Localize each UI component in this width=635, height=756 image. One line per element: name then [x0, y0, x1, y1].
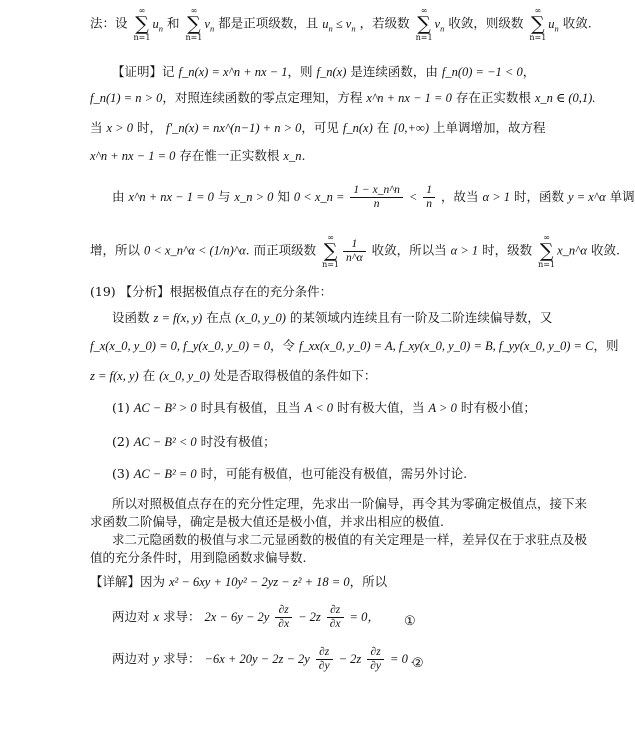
text-line-14 [112, 464, 540, 484]
text: ，故当 [441, 189, 479, 204]
text: ，对照连续函数的零点定理知，方程 [162, 90, 363, 105]
text: 由 [112, 189, 125, 204]
text: 求导： [163, 609, 201, 624]
text-line-12 [112, 398, 540, 418]
text: 时没有极值； [200, 434, 276, 449]
numerator: ∂z [316, 646, 333, 660]
denominator: ∂y [318, 660, 330, 672]
math-expr: x^n + nx − 1 = 0 [128, 190, 214, 204]
math-var: $u_n$ [548, 16, 559, 33]
math-expr: f_n(0) = −1 < 0 [441, 65, 523, 79]
text: 设函数 [112, 310, 150, 325]
math-expr: x > 0 [106, 121, 133, 135]
text: 的某领域内连续且有一阶及二阶连续偏导数，又 [289, 310, 553, 325]
text: 收敛，则级数 [448, 15, 524, 31]
text-line-17 [112, 530, 588, 550]
math-expr: AC − B² > 0 [133, 401, 197, 415]
text: 时，级数 [482, 242, 533, 258]
text: ，则 [593, 338, 619, 353]
math-var: x [153, 610, 160, 624]
math-expr: AC − B² = 0 [133, 467, 197, 481]
denominator: ∂y [370, 660, 382, 672]
numerator: 1 [423, 184, 435, 198]
math-expr: = 0 . [390, 652, 415, 666]
math-expr: 2x − 6y − 2y [204, 610, 270, 624]
math-expr: 0 < x_n^α < (1/n)^α [144, 243, 246, 258]
text: 在 [142, 368, 156, 383]
math-expr: z = f(x, y) [153, 311, 203, 325]
text: 时， [136, 120, 162, 135]
math-expr: (x_0, y_0) [159, 369, 210, 383]
text: 【详解】因为 [90, 574, 166, 589]
text: (19) 【分析】根据极值点存在的充分条件： [90, 284, 333, 299]
text: ，令 [270, 338, 296, 353]
math-op: < [408, 190, 418, 204]
math-expr: f_n(x) = x^n + nx − 1 [178, 65, 288, 79]
text-line-19 [90, 572, 540, 592]
text-line-13 [112, 432, 540, 452]
math-expr: f_xx(x_0, y_0) = A, f_xy(x_0, y_0) = B, f_yy(x_0, y_0) = C [299, 339, 594, 353]
text: 与 [217, 189, 231, 204]
text-line-6 [112, 184, 635, 211]
math-expr: −6x + 20y − 2z − 2y [204, 652, 310, 666]
text: ， [522, 64, 536, 79]
text: 值的充分条件时，用到隐函数求偏导数. [90, 550, 307, 565]
text-line-4 [90, 118, 546, 138]
text: 收敛，所以当 [371, 242, 447, 258]
text: ，若级数 [359, 15, 410, 31]
text: 时，可能有极值，也可能没有极值，需另外讨论. [200, 466, 468, 481]
fraction [316, 646, 333, 673]
text: 单调 [609, 189, 635, 204]
text: 法：设 [90, 15, 128, 31]
math-expr: x^n + nx − 1 = 0 [90, 149, 176, 163]
sum-symbol: ∞ ∑ n=1 [415, 6, 433, 42]
math-expr: x² − 6xy + 10y² − 2yz − z² + 18 = 0 [169, 575, 350, 589]
text-line-3 [90, 88, 596, 108]
math-expr: f_x(x_0, y_0) = 0, f_y(x_0, y_0) = 0 [90, 339, 271, 353]
text: 两边对 [112, 609, 150, 624]
text-line-11 [90, 366, 540, 386]
text: (1) [112, 400, 130, 415]
math-expr: α > 1 [482, 190, 511, 204]
math-expr: x_n [283, 149, 302, 163]
math-expr: α > 1 [450, 243, 479, 258]
denominator: ∂x [278, 618, 290, 630]
math-expr: f_n(x) [342, 121, 373, 135]
math-expr: − 2z [338, 652, 362, 666]
fraction [275, 604, 292, 631]
text: 时，函数 [514, 189, 565, 204]
sum-symbol: ∞ ∑ n=1 [133, 6, 151, 42]
text: 在 [376, 120, 390, 135]
sum-symbol: ∞ ∑ n=1 [529, 6, 547, 42]
text-line-15 [112, 494, 588, 514]
text-line-9 [112, 308, 553, 328]
math-expr: x_n > 0 [234, 190, 274, 204]
text: 处是否取得极值的条件如下： [213, 368, 377, 383]
text: 当 [90, 120, 103, 135]
math-expr: x_n ∈ (0,1). [534, 91, 596, 105]
text: 求二元隐函数的极值与求二元显函数的极值的有关定理是一样，差异仅在于求驻点及极 [112, 532, 588, 547]
denominator: n^α [346, 251, 363, 264]
text: 所以对照极值点存在的充分性定理，先求出一阶偏导，再令其为零确定极值点，接下来 [112, 496, 588, 511]
text: 在点 [206, 310, 232, 325]
equation-number-1: ① [404, 614, 416, 629]
math-expr: A < 0 [304, 401, 334, 415]
text: ，所以 [349, 574, 388, 589]
text: 收敛. [562, 15, 592, 31]
text-line-10 [90, 336, 619, 356]
text: 求导： [163, 651, 201, 666]
proof-tag: 【证明】记 [112, 64, 175, 79]
sum-symbol: ∞ ∑ n=1 [322, 233, 340, 269]
text: 存在惟一正实数根 [179, 148, 280, 163]
text: 是连续函数，由 [350, 64, 438, 79]
text: 求函数二阶偏导，确定是极大值还是极小值，并求出相应的极值. [90, 514, 444, 529]
text: 时具有极值，且当 [200, 400, 301, 415]
text-line-1 [90, 6, 592, 42]
text-line-21 [112, 646, 540, 673]
denominator: n [373, 198, 380, 210]
text: . 而正项级数 [245, 242, 317, 258]
math-var: y [153, 652, 160, 666]
text: 两边对 [112, 651, 150, 666]
text: 时有极大值，当 [337, 400, 425, 415]
text: 和 [166, 15, 180, 31]
math-expr: x_n^α [557, 243, 587, 258]
math-var: $v_n$ [434, 16, 445, 33]
math-expr: − 2z [298, 610, 321, 624]
math-expr: [0,+∞) [393, 121, 429, 135]
math-expr: f_n(1) = n > 0 [90, 91, 163, 105]
math-expr: = 0， [349, 610, 380, 624]
text: ，则 [287, 64, 313, 79]
numerator: ∂z [327, 604, 344, 618]
fraction [327, 604, 344, 631]
denominator: n [426, 198, 433, 210]
sum-symbol: ∞ ∑ n=1 [185, 6, 203, 42]
math-expr: z = f(x, y) [90, 369, 139, 383]
sum-symbol: ∞ ∑ n=1 [538, 233, 556, 269]
text: ，可见 [301, 120, 339, 135]
numerator: 1 [343, 238, 366, 252]
text: (2) [112, 434, 130, 449]
text: (3) [112, 466, 130, 481]
denominator: ∂x [329, 618, 341, 630]
math-var: $u_n$ [152, 16, 163, 33]
text-line-2 [112, 62, 540, 82]
text: 上单调增加，故方程 [432, 120, 546, 135]
equation-number-2: ② [412, 656, 424, 671]
section-heading-19 [90, 282, 540, 302]
math-expr: y = x^α [568, 190, 606, 204]
math-expr: A > 0 [428, 401, 457, 415]
math-expr: $u_n \le v_n$ [322, 16, 356, 33]
fraction [367, 646, 384, 673]
math-expr: f_n(x) [316, 65, 347, 79]
math-expr: AC − B² < 0 [133, 435, 197, 449]
numerator: 1 − x_n^n [350, 184, 402, 198]
math-expr: (x_0, y_0) [235, 311, 286, 325]
text: . [301, 148, 306, 163]
math-var: $v_n$ [204, 16, 215, 33]
numerator: ∂z [367, 646, 384, 660]
text: 知 [277, 189, 290, 204]
fraction [343, 238, 366, 265]
math-expr: x^n + nx − 1 = 0 [366, 91, 452, 105]
text: 增，所以 [90, 242, 141, 258]
text: 时有极小值； [460, 400, 536, 415]
math-expr: f'_n(x) = nx^(n−1) + n > 0 [165, 121, 302, 135]
text: 都是正项级数，且 [218, 15, 319, 31]
math-expr: 0 < x_n = [293, 190, 345, 204]
text-line-5 [90, 146, 540, 166]
text-line-18 [90, 548, 540, 568]
numerator: ∂z [275, 604, 292, 618]
text-line-16 [90, 512, 540, 532]
fraction [423, 184, 435, 211]
text: 存在正实数根 [455, 90, 531, 105]
text-line-20 [112, 604, 540, 631]
text: 收敛. [590, 242, 620, 258]
fraction [350, 184, 402, 211]
text-line-7 [90, 233, 620, 269]
